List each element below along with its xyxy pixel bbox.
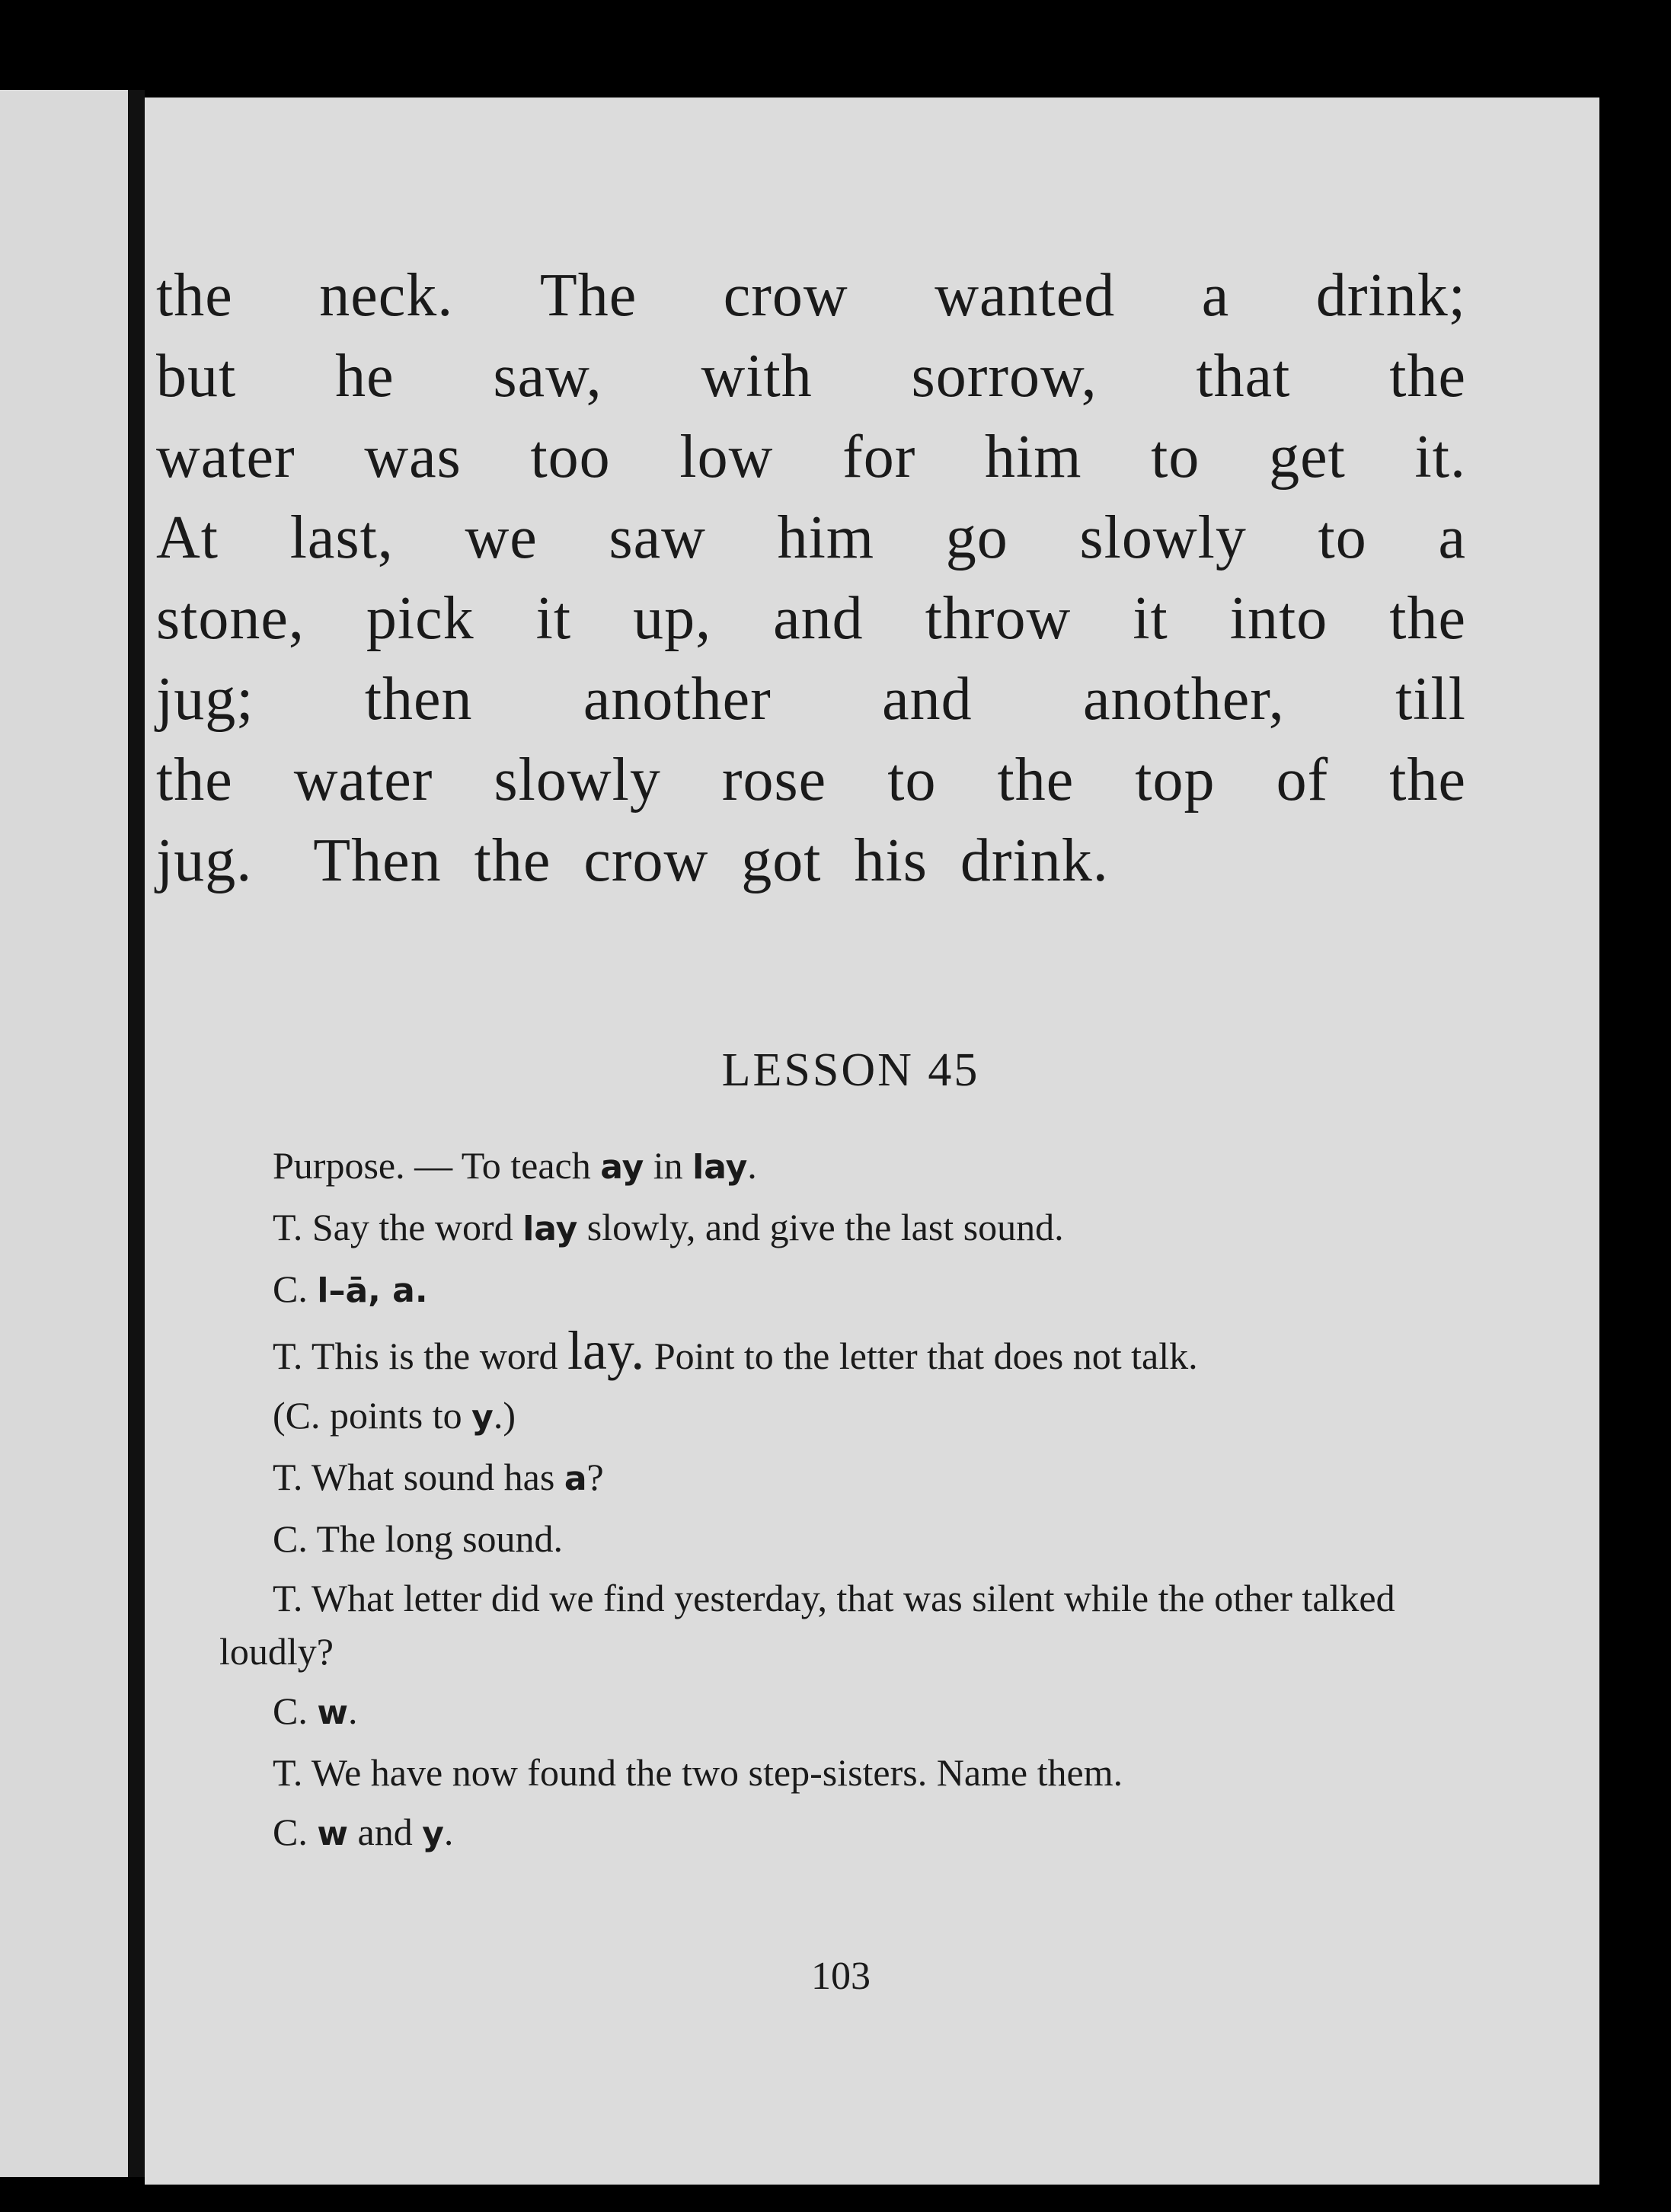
story-line: the water slowly rose to the top of the [156,746,1466,814]
dialogue-line: T. We have now found the two step-sisters. Name them. [273,1751,1123,1794]
story-text [156,255,1466,901]
dialogue-line: C. l–ā, a. [273,1267,428,1310]
story-line: At last, we saw him go slowly to a [156,504,1466,571]
dialogue-line: T. What sound has a? [273,1456,604,1498]
dialogue-line: C. w. [273,1689,358,1732]
dialogue-line: T. Say the word lay slowly, and give the last sound. [273,1206,1064,1248]
story-line: water was too low for him to get it. [156,424,1466,491]
dialogue-line: T. This is the word lay. Point to the letter that does not talk. [273,1320,1198,1381]
dialogue-line: C. w and y. [273,1811,454,1853]
page-number: 103 [811,1955,871,1998]
facing-page-edge [0,90,137,2177]
dialogue-line: C. The long sound. [273,1517,564,1560]
story-line: stone, pick it up, and throw it into the [156,585,1466,652]
dialogue-line: T. What letter did we find yesterday, that was silent while the other talked loudly? [219,1577,1395,1673]
book-gutter [128,90,145,2177]
story-line: but he saw, with sorrow, that the [156,343,1466,410]
lesson-heading: LESSON 45 [721,1044,980,1096]
scan-border [1599,0,1671,2212]
purpose-line: Purpose. — To teach ay in lay. [273,1144,757,1187]
lesson-dialogue [219,1139,1423,1867]
story-line: the neck. The crow wanted a drink; [156,262,1466,329]
dialogue-line: (C. points to y.) [273,1394,516,1437]
story-line: jug. Then the crow got his drink. [156,827,1109,894]
story-line: jug; then another and another, till [156,666,1466,733]
